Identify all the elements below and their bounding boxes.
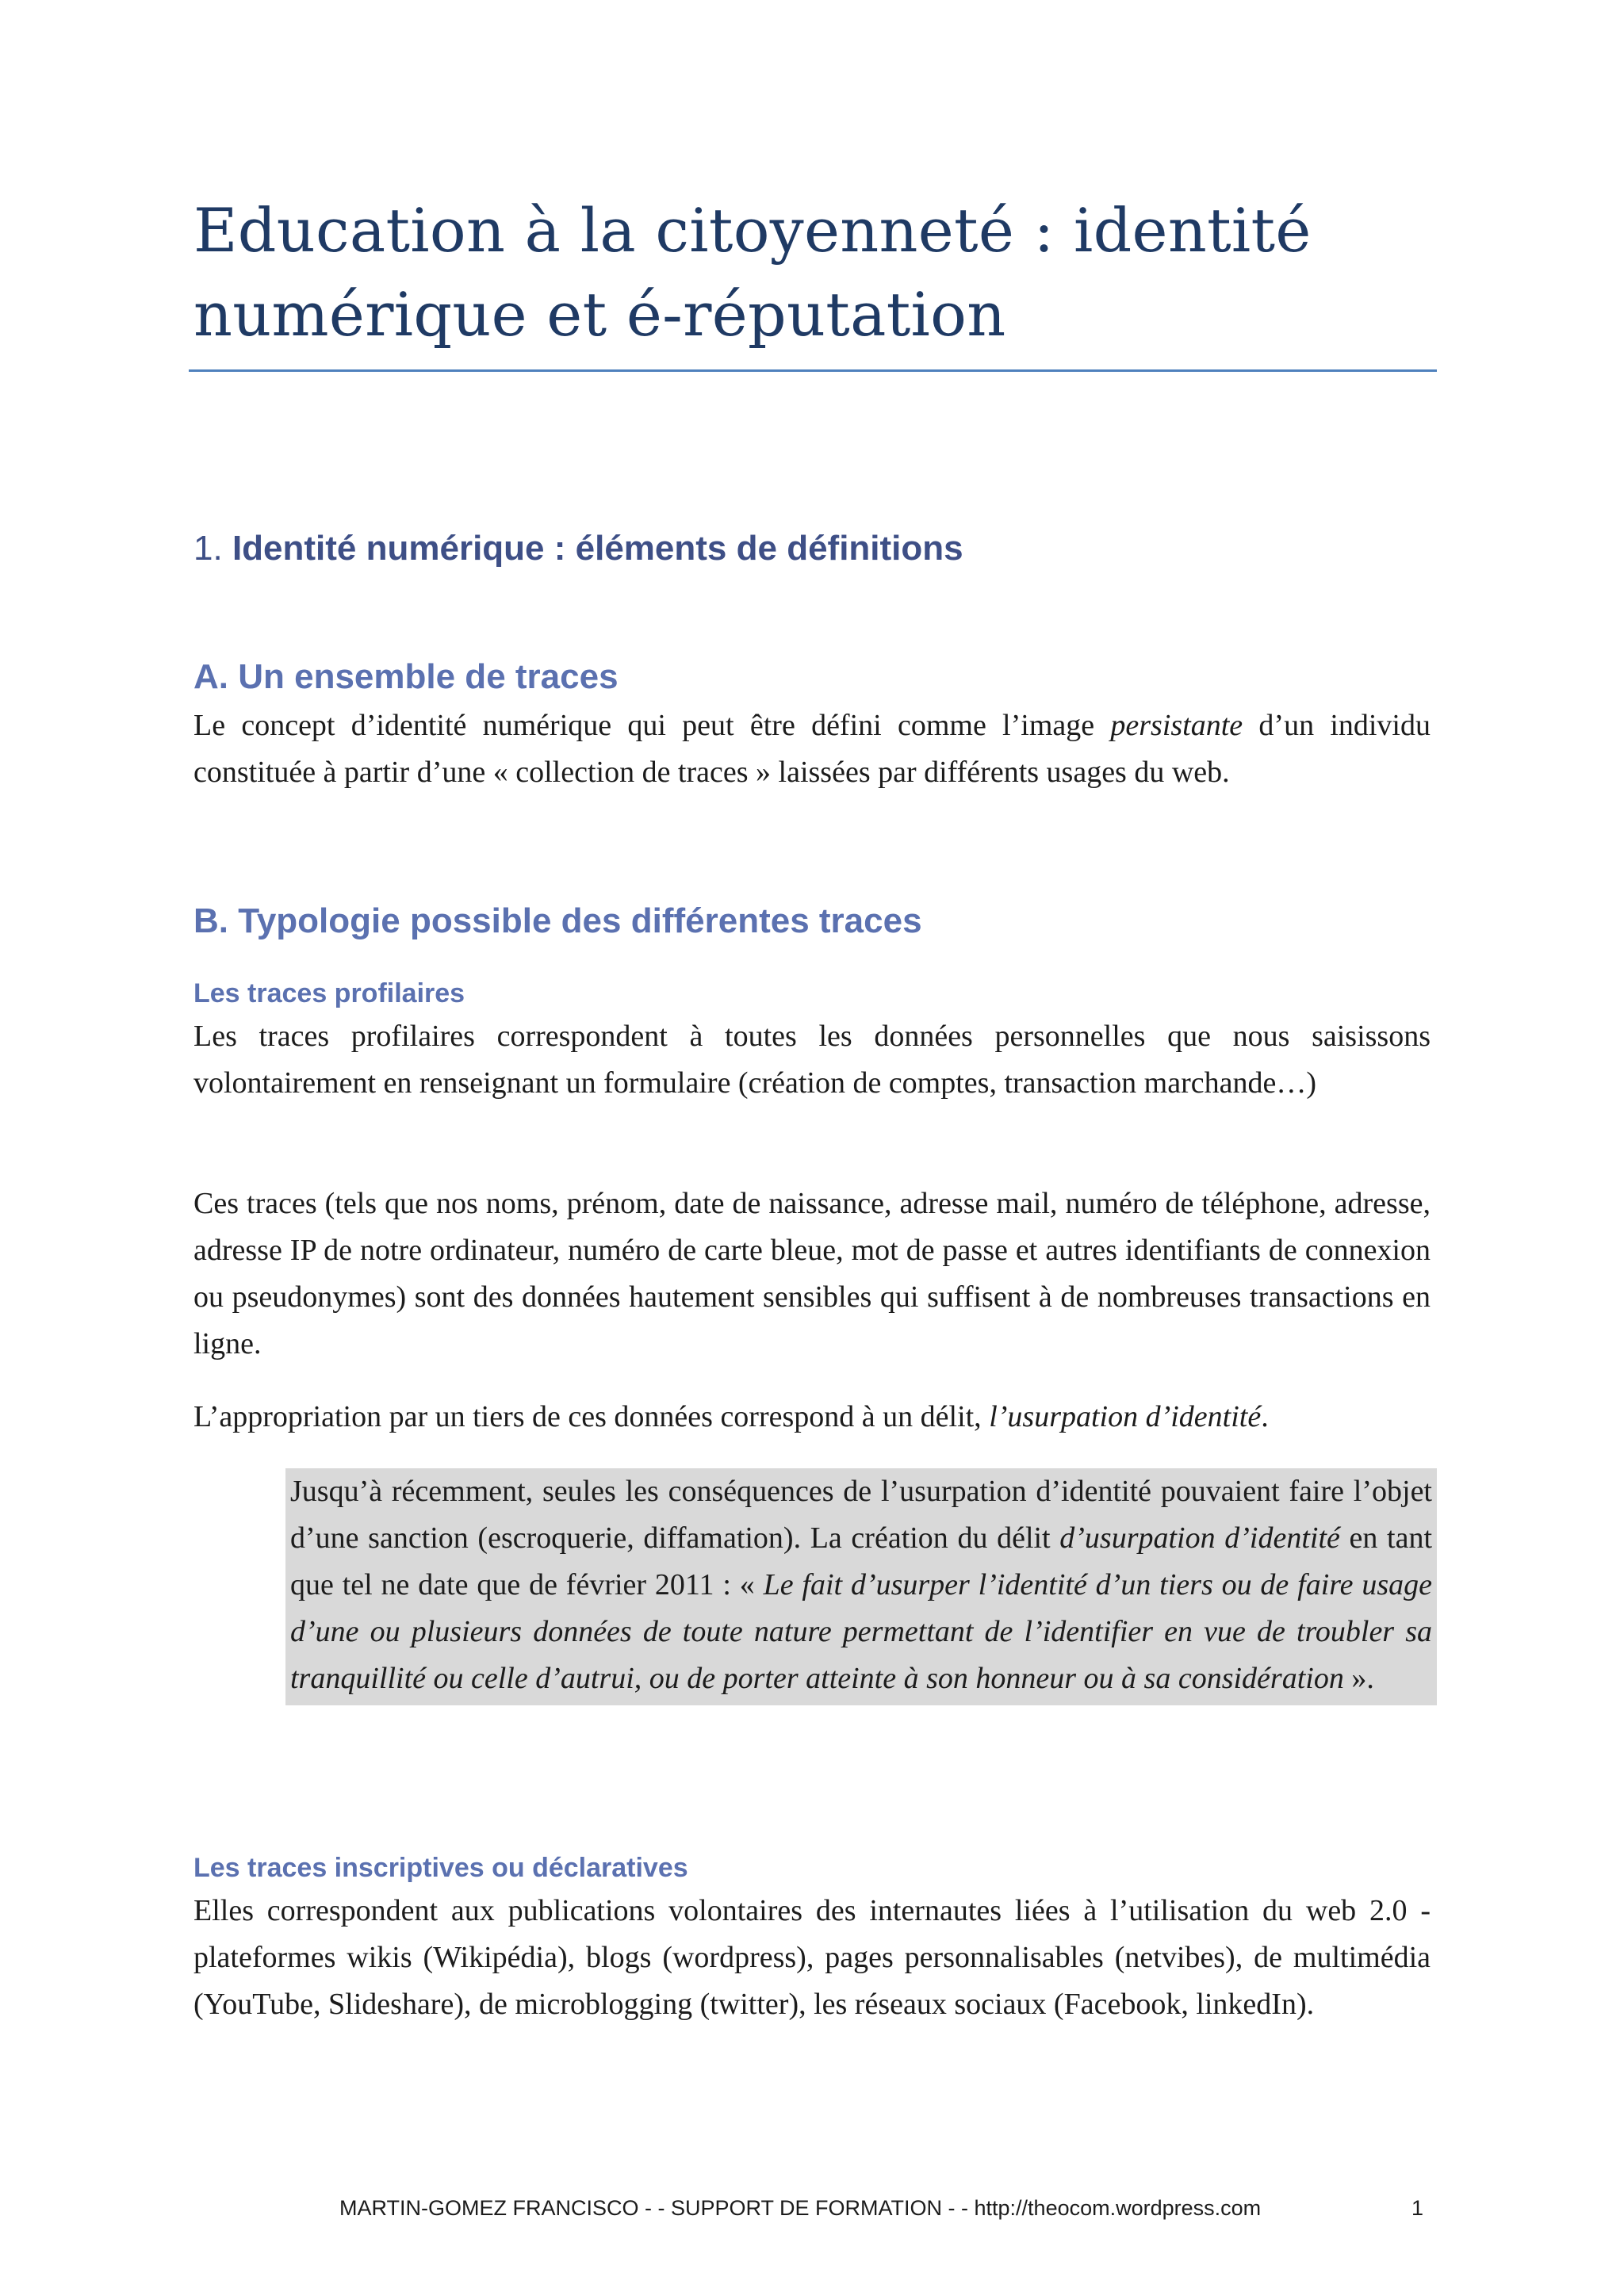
italic-term: l’usurpation d’identité [989, 1400, 1262, 1433]
profilaires-heading: Les traces profilaires [193, 978, 465, 1008]
page-footer: MARTIN-GOMEZ FRANCISCO - - SUPPORT DE FORMATION - - http://theocom.wordpress.com [339, 2196, 1262, 2220]
section-a-paragraph [193, 702, 1431, 796]
page-number: 1 [1411, 2196, 1424, 2220]
profilaires-paragraph-1: Les traces profilaires correspondent à toutes les données personnelles que nous saisissons volontairement en renseignant un formulaire (création de comptes, transaction marchande…) [193, 1020, 1431, 1100]
italic-term: d’usurpation d’identité [1059, 1521, 1340, 1555]
italic-quote: Le fait d’usurper l’identité d’un tiers ou de faire usage d’une ou plusieurs données de toute nature permettant de l’identifier en vue de troubler sa tranquillité ou celle d’autrui, ou de porter atteinte à son honneur ou à sa considération [290, 1568, 1432, 1695]
text-run: Le concept d’identité numérique qui peut être défini comme l’image [193, 709, 1111, 742]
text-run: . [1261, 1400, 1269, 1433]
text-run: d’un individu constituée à partir d’une « collection de traces » laissées par différents usages du web. [193, 709, 1431, 789]
document-title [193, 189, 1438, 357]
title-line-2: numérique et é-réputation [193, 279, 1006, 350]
section-b-heading: B. Typologie possible des différentes traces [193, 901, 922, 940]
text-run: en tant que tel ne date que de février 2011 : « [290, 1521, 1432, 1601]
italic-term: persistante [1110, 709, 1243, 742]
title-underline [189, 369, 1437, 372]
inscriptives-paragraph: Elles correspondent aux publications volontaires des internautes liées à l’utilisation du web 2.0 - plateformes wikis (Wikipédia), blogs (wordpress), pages personnalisables (netvibes), de multimédia (YouTube, Slideshare), de microblogging (twitter), les réseaux sociaux (Facebook, linkedIn). [193, 1894, 1431, 2021]
profilaires-paragraph-2: Ces traces (tels que nos noms, prénom, date de naissance, adresse mail, numéro de téléphone, adresse, adresse IP de notre ordinateur, numéro de carte bleue, mot de passe et autres identifiants de connexion ou pseudonymes) sont des données hautement sensibles qui suffisent à de nombreuses transactions en ligne. [193, 1187, 1431, 1360]
inscriptives-heading: Les traces inscriptives ou déclaratives [193, 1853, 688, 1883]
text-run: ». [1343, 1662, 1374, 1695]
text-run: Jusqu’à récemment, seules les conséquences de l’usurpation d’identité pouvaient faire l’objet d’une sanction (escroquerie, diffamation). La création du délit [290, 1475, 1432, 1555]
section-1-number: 1. [193, 529, 223, 568]
section-a-heading: A. Un ensemble de traces [193, 657, 619, 696]
section-1-title: Identité numérique : éléments de définitions [232, 529, 963, 568]
title-line-1: Education à la citoyenneté : identité [193, 195, 1312, 266]
section-1-heading [193, 526, 963, 571]
text-run: L’appropriation par un tiers de ces données correspond à un délit, [193, 1400, 990, 1433]
legal-quote-box [285, 1468, 1437, 1705]
legal-quote-text [290, 1468, 1432, 1702]
profilaires-paragraph-3 [193, 1394, 1431, 1441]
